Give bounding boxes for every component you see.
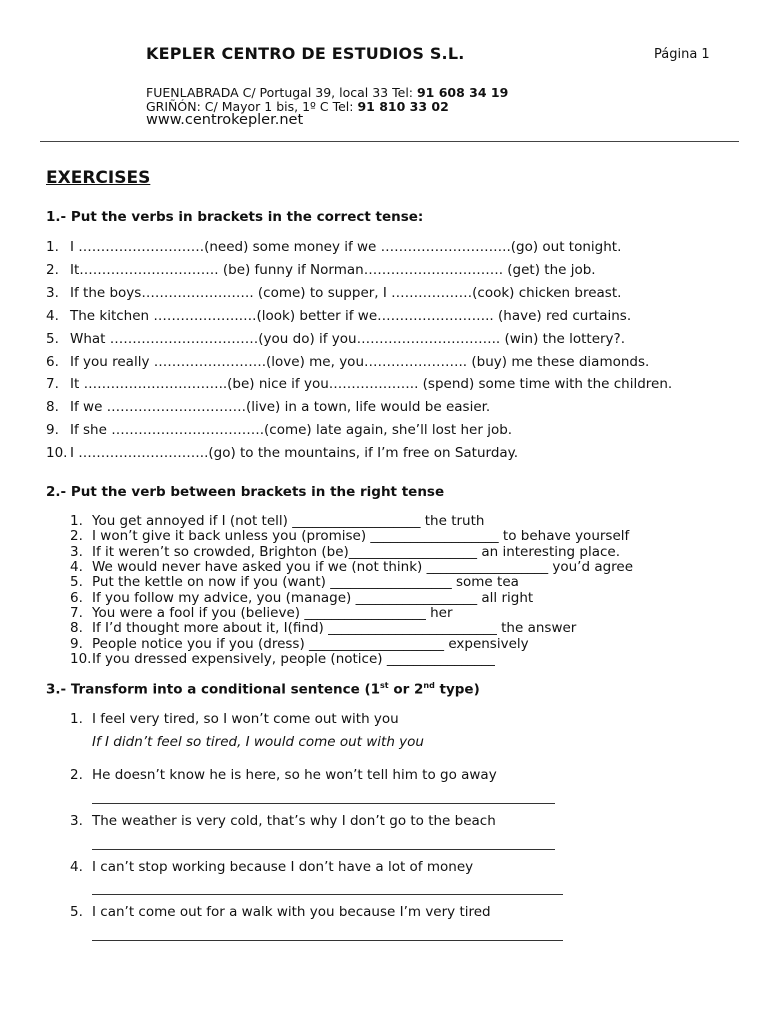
item-text: I feel very tired, so I won’t come out with you [92, 711, 399, 727]
item-number: 9. [46, 422, 59, 438]
section-3-heading-pre: 3.- Transform into a conditional sentence (1 [46, 681, 381, 698]
item-number: 4. [70, 859, 83, 875]
company-name [146, 44, 465, 63]
section-1-item [46, 354, 649, 370]
section-2-item [70, 605, 453, 621]
answer-blank-line[interactable] [92, 849, 555, 850]
section-3-heading-mid: or 2 [388, 681, 424, 698]
item-text: If you really …………………….(love) me, you………………….. (buy) me these diamonds. [70, 354, 650, 370]
section-1-item [46, 422, 512, 438]
section-3-item [70, 711, 399, 727]
section-2-heading: 2.- Put the verb between brackets in the right tense [46, 484, 445, 500]
item-text: I won’t give it back unless you (promise) ___________________ to behave yourself [92, 528, 630, 544]
section-1-item [46, 399, 490, 415]
item-text: The kitchen ……………….….(look) better if we…………………….. (have) red curtains. [70, 308, 632, 324]
item-text: Put the kettle on now if you (want) __________________ some tea [92, 574, 519, 590]
item-text: It…………………………. (be) funny if Norman…………………………. (get) the job. [70, 262, 596, 278]
item-text: I ……………………….(need) some money if we ………………………..(go) out tonight. [70, 239, 622, 255]
item-text: What ……………………………(you do) if you………………………….. (win) the lottery?. [70, 331, 626, 347]
section-3-item [70, 904, 491, 920]
section-3-item [70, 859, 473, 875]
item-number: 1. [46, 239, 59, 255]
item-number: 3. [70, 813, 83, 829]
section-2-item [70, 513, 484, 529]
section-2-item [70, 636, 529, 652]
address-1-text: FUENLABRADA C/ Portugal 39, local 33 Tel: [146, 85, 417, 100]
item-text: If the boys……………………. (come) to supper, I ………………(cook) chicken breast. [70, 285, 622, 301]
item-number: 3. [46, 285, 59, 301]
item-number: 5. [46, 331, 59, 347]
address-1-phone: 91 608 34 19 [416, 85, 509, 100]
section-2-item [70, 590, 533, 606]
answer-blank-line[interactable] [92, 803, 555, 804]
item-number: 1. [70, 711, 83, 727]
item-number: 10. [46, 445, 68, 461]
section-1-item [46, 308, 631, 324]
item-number: 3. [70, 544, 83, 560]
answer-blank-line[interactable] [92, 894, 563, 895]
item-number: 6. [70, 590, 83, 606]
section-1-item [46, 331, 625, 347]
item-text: He doesn’t know he is here, so he won’t tell him to go away [92, 767, 497, 783]
item-text: You get annoyed if I (not tell) ___________________ the truth [92, 513, 485, 529]
example-answer: If I didn’t feel so tired, I would come out with you [92, 734, 424, 750]
item-number: 4. [46, 308, 59, 324]
item-text: I ………………………..(go) to the mountains, if I’m free on Saturday. [70, 445, 519, 461]
section-3-heading-post: type) [434, 681, 480, 698]
header-divider [40, 141, 739, 142]
item-text: If you dressed expensively, people (notice) ________________ [92, 651, 495, 667]
item-number: 9. [70, 636, 83, 652]
section-1-item [46, 239, 621, 255]
section-1-item [46, 285, 621, 301]
superscript-st: st [380, 681, 389, 690]
address-2-phone: 91 810 33 02 [357, 99, 449, 114]
item-number: 8. [70, 620, 83, 636]
item-text: If it weren’t so crowded, Brighton (be)___________________ an interesting place. [92, 544, 621, 560]
item-text: If we ………………………….(live) in a town, life would be easier. [70, 399, 491, 415]
item-number: 5. [70, 574, 83, 590]
section-2-item [70, 620, 576, 636]
item-text: If she …………………………….(come) late again, she’ll lost her job. [70, 422, 513, 438]
item-number: 4. [70, 559, 83, 575]
section-2-item [70, 528, 629, 544]
address-2-text: GRIÑÓN: C/ Mayor 1 bis, 1º C Tel: [146, 99, 358, 114]
section-3-heading [46, 681, 480, 698]
item-number: 5. [70, 904, 83, 920]
item-text: We would never have asked you if we (not think) __________________ you’d agree [92, 559, 634, 575]
section-1-item [46, 376, 672, 392]
item-text: The weather is very cold, that’s why I don’t go to the beach [92, 813, 496, 829]
item-number: 2. [70, 528, 83, 544]
item-number: 1. [70, 513, 83, 529]
page-number: Página 1 [654, 47, 710, 62]
item-number: 10. [70, 651, 92, 667]
answer-blank-line[interactable] [92, 940, 563, 941]
item-number: 6. [46, 354, 59, 370]
item-number: 8. [46, 399, 59, 415]
section-1-item [46, 262, 596, 278]
superscript-nd: nd [423, 681, 435, 690]
website-link: www.centrokepler.net [146, 112, 304, 128]
item-number: 2. [70, 767, 83, 783]
item-number: 7. [46, 376, 59, 392]
section-2-item [70, 544, 620, 560]
section-3-item [70, 813, 496, 829]
item-text: I can’t stop working because I don’t have a lot of money [92, 859, 474, 875]
section-1-heading: 1.- Put the verbs in brackets in the correct tense: [46, 209, 424, 225]
item-text: You were a fool if you (believe) __________________ her [92, 605, 453, 621]
item-number: 2. [46, 262, 59, 278]
company-name-rest: CENTRO DE ESTUDIOS S.L. [221, 44, 465, 63]
item-number: 7. [70, 605, 83, 621]
item-text: If I’d thought more about it, I(find) _________________________ the answer [92, 620, 577, 636]
item-text: If you follow my advice, you (manage) __________________ all right [92, 590, 534, 606]
company-name-main: KEPLER [146, 44, 216, 63]
item-text: It …………………………..(be) nice if you……………….. (spend) some time with the children. [70, 376, 673, 392]
section-2-item [70, 574, 519, 590]
section-2-item [70, 559, 633, 575]
item-text: People notice you if you (dress) ____________________ expensively [92, 636, 529, 652]
section-2-item [70, 651, 495, 667]
address-line-1 [146, 85, 508, 100]
section-1-item [46, 445, 518, 461]
exercises-title: EXERCISES [46, 168, 151, 188]
section-3-item [70, 767, 497, 783]
item-text: I can’t come out for a walk with you because I’m very tired [92, 904, 491, 920]
